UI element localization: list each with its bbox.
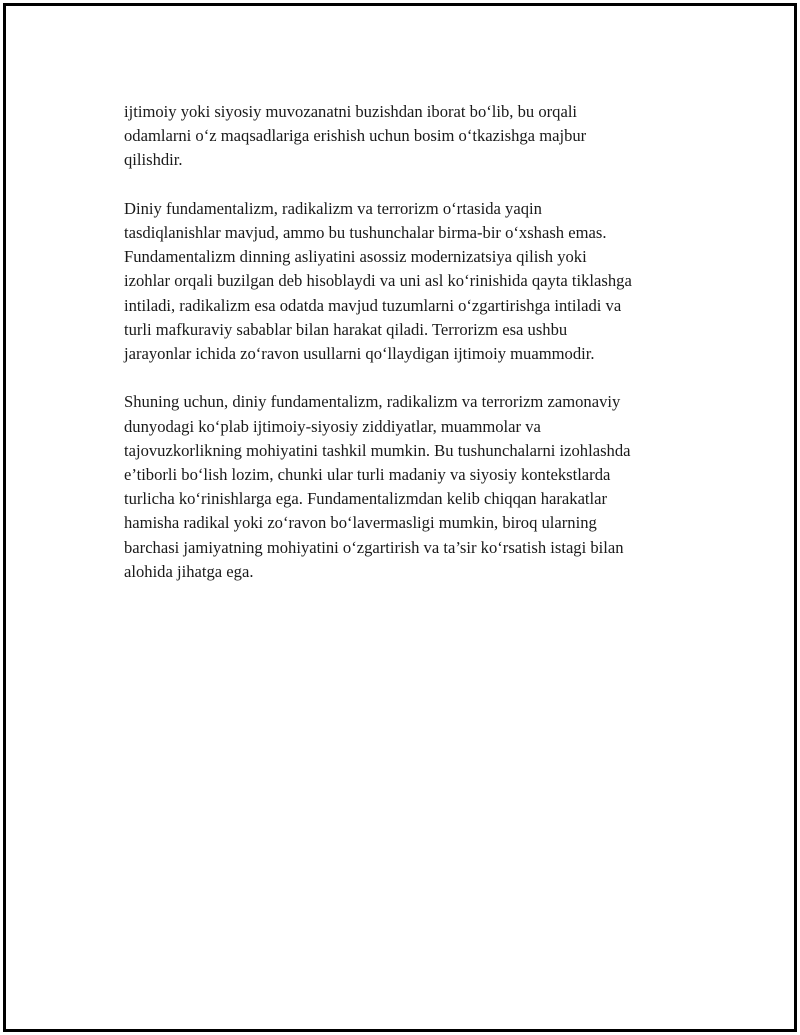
document-body bbox=[124, 100, 714, 584]
paragraph-2: Diniy fundamentalizm, radikalizm va terrorizm o‘rtasida yaqin tasdiqlanishlar mavjud, ammo bu tushunchalar birma-bir o‘xshash emas. Fundamentalizm dinning asliyatini asossiz modernizatsiya qilish yoki izohlar orqali buzilgan deb hisoblaydi va uni asl ko‘rinishida qayta tiklashga intiladi, radikalizm esa odatda mavjud tuzumlarni o‘zgartirishga intiladi va turli mafkuraviy sabablar bilan harakat qiladi. Terrorizm esa ushbu jarayonlar ichida zo‘ravon usullarni qo‘llaydigan ijtimoiy muammodir. bbox=[124, 198, 632, 364]
paragraph-3: Shuning uchun, diniy fundamentalizm, radikalizm va terrorizm zamonaviy dunyodagi ko‘plab ijtimoiy-siyosiy ziddiyatlar, muammolar va tajovuzkorlikning mohiyatini tashkil mumkin. Bu tushunchalarni izohlashda e’tiborli bo‘lish lozim, chunki ular turli madaniy va siyosiy kontekstlarda turlicha ko‘rinishlarga ega. Fundamentalizmdan kelib chiqqan harakatlar hamisha radikal yoki zo‘ravon bo‘lavermasligi mumkin, biroq ularning barchasi jamiyatning mohiyatini o‘zgartirish va ta’sir ko‘rsatish istagi bilan alohida jihatga ega. bbox=[124, 392, 631, 581]
page-frame bbox=[3, 3, 797, 1032]
paragraph-1: ijtimoiy yoki siyosiy muvozanatni buzishdan iborat bo‘lib, bu orqali odamlarni o‘z maqsadlariga erishish uchun bosim o‘tkazishga majbur qilishdir. bbox=[124, 102, 587, 170]
